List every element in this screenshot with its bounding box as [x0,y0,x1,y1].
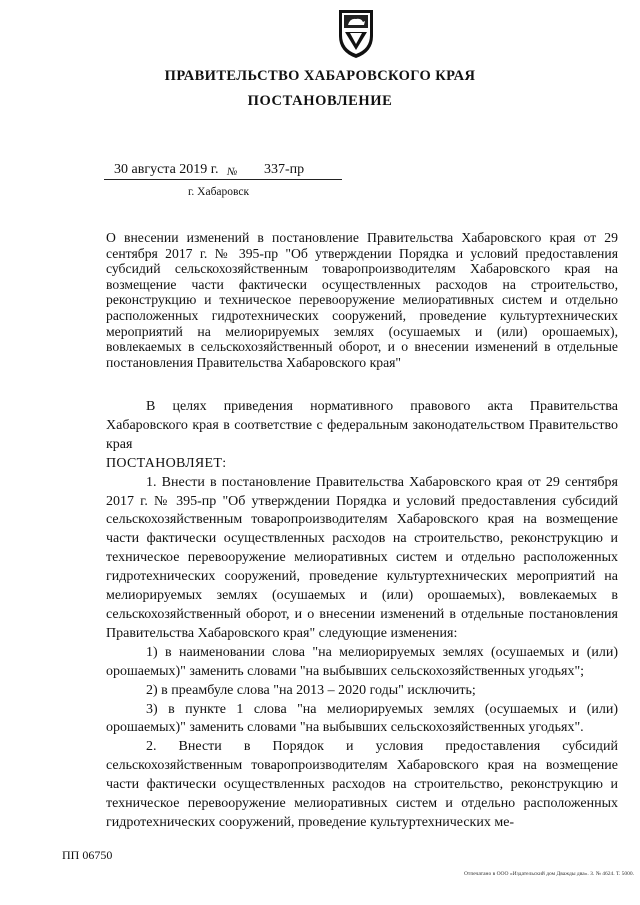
item-1-paragraph: 1. Внести в постановление Правительства Хабаровского края от 29 сентября 2017 г. № 395-пр "Об утверждении Порядка и условий предоставления субсидий сельскохозяйственным товаропроизводителям Хабаровского края на возмещение части фактически осуществленных расходов на строительство, реконструкцию и техническое перевооружение мелиоративных систем и отдельно расположенных гидротехнических сооружений, проведение культуртехнических мероприятий на мелиорируемых землях (осушаемых и (или) орошаемых), вовлекаемых в сельскохозяйственный оборот, и о внесении изменений в отдельные постановления Правительства Хабаровского края" следующие изменения: [106,474,618,641]
date-number-line [104,160,344,182]
city: г. Хабаровск [188,186,250,198]
subitem-1-paragraph: 1) в наименовании слова "на мелиорируемых землях (осушаемых и (или) орошаемых)" заменить словами "на выбывших сельскохозяйственных угодьях"; [106,644,618,679]
footer-code: ПП 06750 [62,848,113,862]
underline-rule [104,179,342,180]
body-text [106,398,618,833]
subitem-3-paragraph: 3) в пункте 1 слова "на мелиорируемых землях (осушаемых и (или) орошаемых)" заменить словами "на выбывших сельскохозяйственных угодьях". [106,701,618,736]
printer-imprint: Отпечатано в ООО «Издательский дом Дважды два». З. № 4624. Т. 5000. [463,871,634,877]
government-title: ПРАВИТЕЛЬСТВО ХАБАРОВСКОГО КРАЯ [164,68,476,84]
document-number: 337-пр [264,162,305,177]
document-date: 30 августа 2019 г. [114,162,219,177]
resolve-heading: ПОСТАНОВЛЯЕТ: [106,455,227,471]
number-sign: № [227,166,238,178]
item-2-paragraph: 2. Внести в Порядок и условия предоставления субсидий сельскохозяйственным товаропроизводителям Хабаровского края на возмещение части фактически осуществленных расходов на строительство, реконструкцию и техническое перевооружение мелиоративных систем и отдельно расположенных гидротехнических сооружений, проведение культуртехнических ме- [106,739,618,830]
coat-of-arms-icon [336,6,376,60]
preamble-paragraph: В целях приведения нормативного правового акта Правительства Хабаровского края в соответствие с федеральным законодательством Правительство края [106,399,618,452]
subject-heading: О внесении изменений в постановление Правительства Хабаровского края от 29 сентября 2017 г. № 395-пр "Об утверждении Порядка и условий предоставления субсидий сельскохозяйственным товаропроизводителям Хабаровского края на возмещение части фактически осуществленных расходов на строительство, реконструкцию и техническое перевооружение мелиоративных систем и отдельно расположенных гидротехнических сооружений, проведение культуртехнических мероприятий на мелиорируемых землях (осушаемых и (или) орошаемых), вовлекаемых в сельскохозяйственный оборот, и о внесении изменений в отдельные постановления Правительства Хабаровского края" [106,230,618,370]
subitem-2-paragraph: 2) в преамбуле слова "на 2013 – 2020 годы" исключить; [146,682,476,698]
document-type: ПОСТАНОВЛЕНИЕ [247,93,393,109]
